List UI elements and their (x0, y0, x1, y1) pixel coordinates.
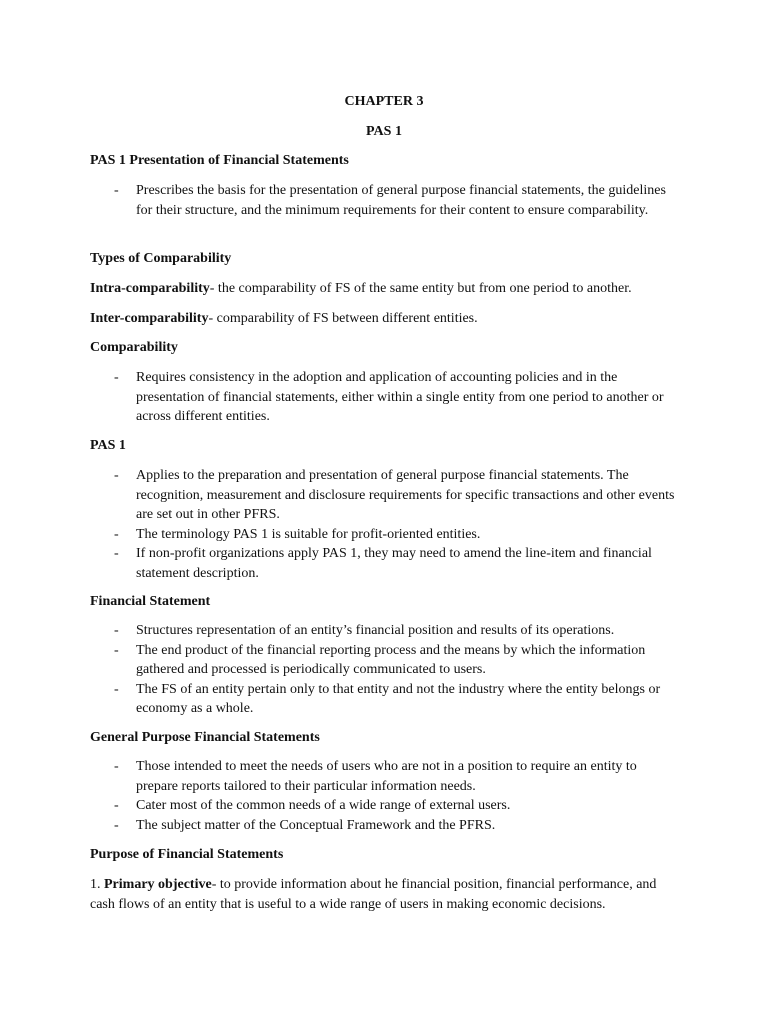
chapter-title: CHAPTER 3 (344, 94, 424, 109)
bullet-dash: - (114, 526, 119, 542)
list-item-text: The subject matter of the Conceptual Framework and the PFRS. (136, 817, 496, 833)
bullet-dash: - (114, 546, 119, 561)
numbered-paragraph-primary-objective (90, 875, 678, 914)
bullet-list-general-purpose-fs (90, 757, 682, 835)
bullet-list-financial-statement (90, 621, 682, 719)
bullet-list-pas1-presentation (90, 181, 682, 220)
list-item (90, 816, 682, 836)
list-item (90, 544, 682, 583)
section-heading-general-purpose-fs: General Purpose Financial Statements (90, 730, 320, 745)
list-item (90, 680, 682, 719)
bullet-list-pas1 (90, 466, 682, 583)
list-item-text: Those intended to meet the needs of users who are not in a position to require an entity to prepare reports tailored to their particular information needs. (136, 759, 637, 794)
list-item (90, 525, 682, 545)
definition-text: - comparability of FS between different entities. (208, 311, 478, 326)
definition-intra-comparability (90, 279, 678, 299)
definition-text: - to provide information about he financial position, financial performance, and cash flows of an entity that is useful to a wide range of users in making economic decisions. (90, 877, 657, 912)
list-item (90, 757, 682, 796)
section-heading-financial-statement: Financial Statement (90, 594, 211, 609)
section-heading-pas1-presentation: PAS 1 Presentation of Financial Statements (90, 153, 349, 168)
list-item-text: The terminology PAS 1 is suitable for profit-oriented entities. (136, 526, 481, 542)
list-item (90, 796, 682, 816)
list-item-text: The FS of an entity pertain only to that entity and not the industry where the entity belongs or economy as a whole. (136, 681, 661, 716)
list-item-text: Cater most of the common needs of a wide range of external users. (136, 798, 511, 813)
list-item-text: Prescribes the basis for the presentation of general purpose financial statements, the guidelines for their structure, and the minimum requirements for their content to ensure comparability. (136, 183, 666, 218)
chapter-subtitle: PAS 1 (366, 124, 402, 139)
bullet-dash: - (114, 623, 119, 638)
list-item (90, 466, 682, 525)
bullet-dash: - (114, 370, 119, 385)
definition-term: Inter-comparability (90, 311, 209, 326)
list-item-text: Applies to the preparation and presentation of general purpose financial statements. The recognition, measurement and disclosure requirements for specific transactions and other events are set out in other PFRS. (136, 468, 675, 522)
section-heading-types-of-comparability: Types of Comparability (90, 251, 232, 266)
list-item (90, 181, 682, 220)
list-item-text: The end product of the financial reporting process and the means by which the information gathered and processed is periodically communicated to users. (136, 642, 646, 677)
bullet-dash: - (114, 183, 119, 198)
bullet-dash: - (114, 798, 119, 813)
definition-inter-comparability (90, 309, 678, 329)
definition-term: Primary objective (104, 877, 212, 892)
definition-term: Intra-comparability (90, 281, 210, 296)
paragraph-number: 1. (90, 877, 101, 892)
section-heading-pas1: PAS 1 (90, 438, 126, 453)
list-item (90, 641, 682, 680)
list-item (90, 368, 682, 427)
bullet-dash: - (114, 681, 119, 697)
section-heading-purpose-of-fs: Purpose of Financial Statements (90, 847, 284, 862)
list-item-text: Structures representation of an entity’s financial position and results of its operations. (136, 623, 615, 638)
bullet-dash: - (114, 642, 119, 658)
bullet-list-comparability (90, 368, 682, 427)
bullet-dash: - (114, 759, 119, 774)
section-heading-comparability: Comparability (90, 340, 178, 355)
list-item-text: If non-profit organizations apply PAS 1, they may need to amend the line-item and financial statement description. (136, 546, 652, 581)
bullet-dash: - (114, 468, 119, 483)
definition-text: - the comparability of FS of the same entity but from one period to another. (209, 281, 632, 296)
list-item (90, 621, 682, 641)
bullet-dash: - (114, 817, 119, 833)
list-item-text: Requires consistency in the adoption and application of accounting policies and in the presentation of financial statements, either within a single entity from one period to another or across different entities. (136, 370, 664, 424)
